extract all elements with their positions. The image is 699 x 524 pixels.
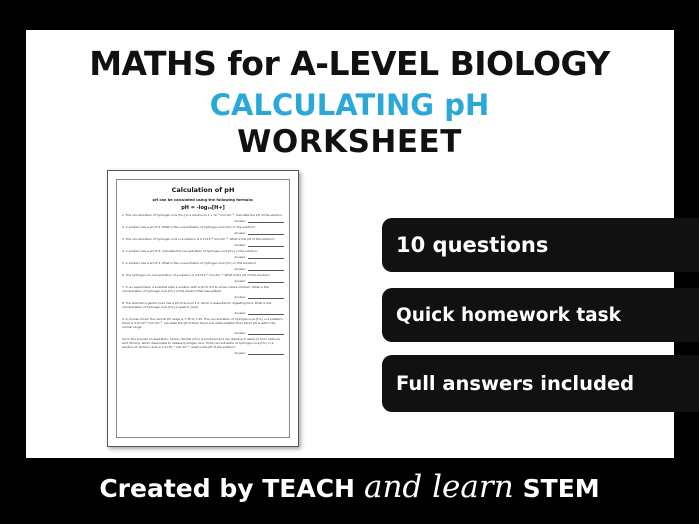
answer-label: Answer:: [234, 295, 246, 299]
question-2: 2. A solution has a pH of 4. What is the concentration of hydrogen ions [H+] in the solution?: [122, 225, 256, 229]
answer-label: Answer:: [234, 331, 246, 335]
question-3: 3. The concentration of hydrogen ions in a solution is 2.3×10⁻⁴ mol dm⁻³. What is the pH of the solution?: [122, 237, 275, 241]
answer-line: [122, 311, 284, 315]
worksheet-border: [116, 179, 290, 438]
question-7: 7. In an experiment, a scientist adds a solution with a pH of 9.5 to some culture medium. What is the concentration of hydrogen ions [H+] in the solution that was added?: [122, 285, 269, 293]
answer-label: Answer:: [234, 255, 246, 259]
answer-line: [122, 231, 284, 235]
worksheet-formula: pH = -log₁₀[H+]: [181, 205, 225, 211]
answer-label: Answer:: [234, 231, 246, 235]
title-line-2: CALCULATING pH: [209, 88, 490, 122]
answer-label: Answer:: [234, 267, 246, 271]
question-5: 5. A solution has a pH of 3. What is the concentration of hydrogen ions [H+] in this solution?: [122, 261, 256, 265]
answer-line: [122, 219, 284, 223]
answer-label: Answer:: [234, 219, 246, 223]
footer-credit: [0, 469, 699, 513]
answer-line: [122, 267, 284, 271]
footer-suffix: STEM: [522, 474, 600, 503]
answer-line: [122, 351, 284, 355]
feature-badge-answers: Full answers included: [382, 355, 699, 412]
footer-prefix: Created by TEACH: [99, 474, 355, 503]
answer-label: Answer:: [234, 351, 246, 355]
question-10: 10. In the process of respiration, carbon dioxide (CO₂) is produced and can dissolve in water to form carbonic acid (H₂CO₃), which dissociates to release hydrogen ions. If the concentration of hydrogen ions [H+] in a solution of carbonic acid is 1.2×10⁻⁵ mol dm⁻³, what is the pH of the solution?: [122, 337, 281, 349]
answer-label: Answer:: [234, 279, 246, 283]
question-8: 8. The stomach's gastric juice has a pH of around 1.5, which is essential for digesting food. What is the concentration of hydrogen ions [H+] in gastric juice?: [122, 301, 272, 309]
answer-line: [122, 331, 284, 335]
answer-line: [122, 243, 284, 247]
feature-badge-questions: 10 questions: [382, 218, 699, 272]
answer-line: [122, 279, 284, 283]
worksheet-preview: [107, 170, 299, 447]
answer-label: Answer:: [234, 243, 246, 247]
question-9: 9. In human blood, the normal pH range is 7.35 to 7.45. The concentration of hydrogen ions [H+] in a patient's blood is 4.0×10⁻⁸ mol dm⁻³, calculate the pH of their blood and state whether their blood pH is within the normal range.: [122, 317, 283, 329]
answer-line: [122, 255, 284, 259]
title-line-3: WORKSHEET: [237, 124, 462, 160]
question-1: 1. The concentration of hydrogen ions [H+] in a solution is 1 x 10⁻⁵ mol dm⁻³. Calculate the pH of the solution.: [122, 213, 283, 217]
footer-script: and learn: [363, 469, 514, 505]
question-6: 6. The hydrogen ion concentration of a solution is 3.6×10⁻⁸ mol dm⁻³. What is the pH of this solution?: [122, 273, 270, 277]
worksheet-title: Calculation of pH: [171, 186, 235, 194]
answer-label: Answer:: [234, 311, 246, 315]
feature-badge-homework: Quick homework task: [382, 288, 699, 342]
answer-line: [122, 295, 284, 299]
title-line-1: MATHS for A-LEVEL BIOLOGY: [89, 44, 610, 83]
question-4: 4. A solution has a pH of 9. Calculate the concentration of hydrogen ions [H+] in the solution.: [122, 249, 258, 253]
worksheet-subtitle: pH can be calculated using the following formula:: [152, 198, 254, 202]
